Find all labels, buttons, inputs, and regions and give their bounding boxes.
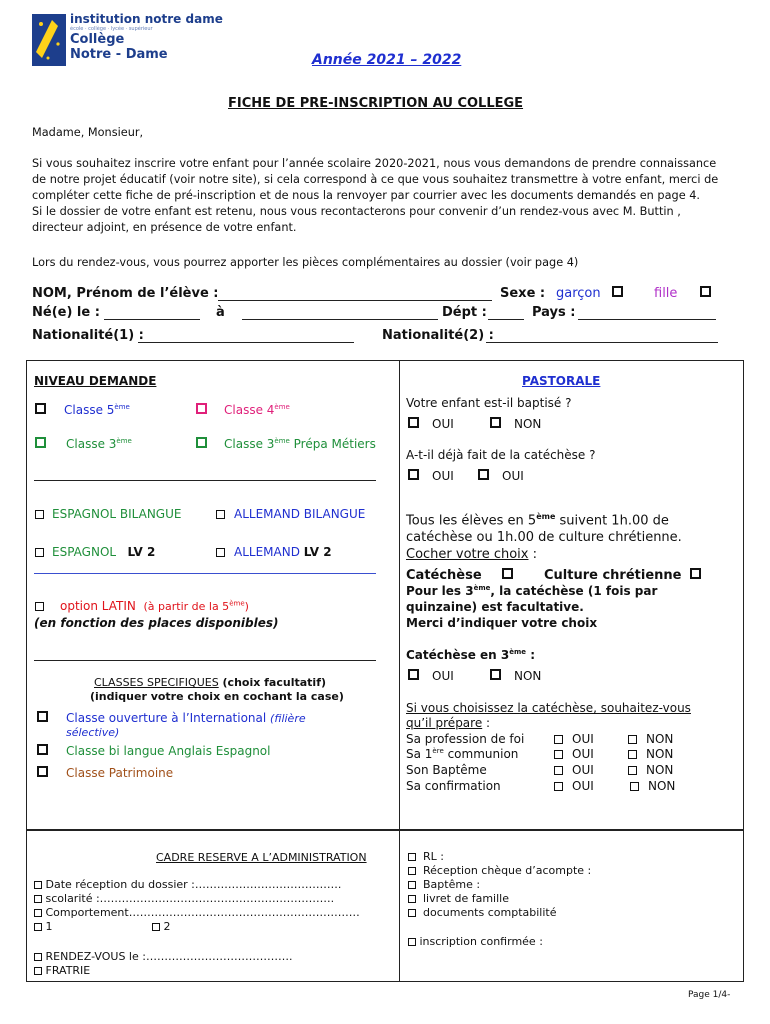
cocher-choix: Cocher votre choix :	[406, 547, 537, 562]
cat-oui-checkbox[interactable]	[408, 469, 419, 480]
nat2-field[interactable]	[486, 342, 718, 343]
admin-rl: RL :	[408, 850, 444, 863]
separator	[34, 573, 376, 574]
latin-checkbox[interactable]	[35, 602, 44, 611]
bapt-non-label: NON	[514, 417, 542, 431]
greeting: Madame, Monsieur,	[32, 126, 144, 139]
fille-label: fille	[654, 286, 678, 301]
all-bil-checkbox[interactable]	[216, 510, 225, 519]
admin-two: 2	[152, 920, 171, 933]
classe5-label: Classe 5ème	[64, 403, 130, 417]
profession-oui-checkbox[interactable]	[554, 735, 563, 744]
dept-field[interactable]	[488, 319, 524, 320]
all-lv2-checkbox[interactable]	[216, 548, 225, 557]
nom-field[interactable]	[218, 300, 492, 301]
column-divider	[399, 360, 400, 830]
nom-label: NOM, Prénom de l’élève :	[32, 286, 219, 301]
cat-oui2-label: OUI	[502, 469, 524, 483]
cat-oui2-checkbox[interactable]	[478, 469, 489, 480]
cat3-non-label: NON	[514, 669, 542, 683]
admin-scolarite: scolarité :……………………………………………………….	[34, 892, 334, 905]
page-number: Page 1/4-	[688, 990, 731, 1000]
admin-inscription: inscription confirmée :	[408, 935, 543, 948]
school-year: Année 2021 – 2022	[312, 52, 462, 68]
a-label: à	[216, 305, 225, 320]
pour-3eme-line2: quinzaine) est facultative.	[406, 600, 584, 614]
classe3-checkbox[interactable]	[35, 437, 46, 448]
catechese-label: Catéchèse	[406, 568, 482, 583]
si-choisissez-line2: qu’il prépare :	[406, 716, 491, 730]
patrimoine-checkbox[interactable]	[37, 766, 48, 777]
intro-line: compléter cette fiche de pré-inscription et de nous la renvoyer par courrier avec les documents demandés en page 4.	[32, 189, 701, 202]
nat1-label: Nationalité(1) :	[32, 328, 144, 343]
communion-non-label: NON	[646, 747, 674, 761]
birthdate-field[interactable]	[104, 319, 200, 320]
intro-line: de notre projet éducatif (voir notre site), si cela correspond à ce que vous souhaitez transmettre à votre enfant, merci de	[32, 173, 719, 186]
culture-checkbox[interactable]	[690, 568, 701, 579]
spec-subheading: (indiquer votre choix en cochant la case)	[90, 690, 344, 703]
logo-tagline: école · collège · lycée · supérieur	[70, 26, 153, 32]
patrimoine-label: Classe Patrimoine	[66, 766, 174, 780]
pastorale-heading: PASTORALE	[522, 374, 601, 388]
communion-non-checkbox[interactable]	[628, 750, 637, 759]
intro-line: Si le dossier de votre enfant est retenu, nous vous recontacterons pour convenir d’un rendez-vous avec M. Buttin ,	[32, 205, 681, 218]
all-bil-label: ALLEMAND BILANGUE	[234, 507, 366, 521]
esp-bil-checkbox[interactable]	[35, 510, 44, 519]
admin-fratrie: FRATRIE	[34, 964, 90, 977]
admin-docs: documents comptabilité	[408, 906, 557, 919]
tous-eleves-line: Tous les élèves en 5ème suivent 1h.00 de	[406, 512, 669, 529]
confirmation-non-checkbox[interactable]	[630, 782, 639, 791]
bapteme-non-checkbox[interactable]	[628, 766, 637, 775]
esp-bil-label: ESPAGNOL BILANGUE	[52, 507, 182, 521]
profession-oui-label: OUI	[572, 732, 594, 746]
page-title: FICHE DE PRE-INSCRIPTION AU COLLEGE	[228, 96, 524, 111]
profession-non-label: NON	[646, 732, 674, 746]
nat2-label: Nationalité(2) :	[382, 328, 494, 343]
classe4-checkbox[interactable]	[196, 403, 207, 414]
pays-label: Pays :	[532, 305, 576, 320]
nat1-field[interactable]	[138, 342, 354, 343]
intl-note: sélective)	[66, 726, 120, 739]
cat-question: A-t-il déjà fait de la catéchèse ?	[406, 448, 596, 462]
latin-places-note: (en fonction des places disponibles)	[34, 616, 279, 630]
pour-3eme-line1: Pour les 3ème, la catéchèse (1 fois par	[406, 584, 658, 598]
bapteme-oui-label: OUI	[572, 763, 594, 777]
classe4-label: Classe 4ème	[224, 403, 290, 417]
dept-label: Dépt :	[442, 305, 487, 320]
school-logo	[32, 12, 223, 68]
garcon-label: garçon	[556, 286, 601, 301]
cat3-label: Catéchèse en 3ème :	[406, 648, 536, 662]
bapteme-non-label: NON	[646, 763, 674, 777]
bapteme-label: Son Baptême	[406, 763, 487, 777]
bapt-oui-checkbox[interactable]	[408, 417, 419, 428]
classe3-pm-checkbox[interactable]	[196, 437, 207, 448]
admin-bapteme: Baptême :	[408, 878, 480, 891]
esp-lv2-label: ESPAGNOL LV 2	[52, 545, 156, 559]
rdv-note: Lors du rendez-vous, vous pourrez apporter les pièces complémentaires au dossier (voir page 4)	[32, 256, 579, 269]
intl-checkbox[interactable]	[37, 711, 48, 722]
bilangue-checkbox[interactable]	[37, 744, 48, 755]
separator	[34, 480, 376, 481]
classe3-pm-label: Classe 3ème Prépa Métiers	[224, 437, 376, 451]
cat3-oui-label: OUI	[432, 669, 454, 683]
confirmation-non-label: NON	[648, 779, 676, 793]
pays-field[interactable]	[578, 319, 716, 320]
tous-eleves-line2: catéchèse ou 1h.00 de culture chrétienne.	[406, 530, 682, 545]
bapt-non-checkbox[interactable]	[490, 417, 501, 428]
profession-non-checkbox[interactable]	[628, 735, 637, 744]
confirmation-oui-checkbox[interactable]	[554, 782, 563, 791]
bapteme-oui-checkbox[interactable]	[554, 766, 563, 775]
sexe-label: Sexe :	[500, 286, 546, 301]
admin-rdv: RENDEZ-VOUS le :………………………………….	[34, 950, 292, 963]
admin-livret: livret de famille	[408, 892, 509, 905]
spec-heading: CLASSES SPECIFIQUES (choix facultatif)	[94, 676, 327, 689]
logo-line1: institution notre dame	[70, 12, 223, 26]
logo-line2: Collège	[70, 32, 125, 47]
confirmation-oui-label: OUI	[572, 779, 594, 793]
bilangue-label: Classe bi langue Anglais Espagnol	[66, 744, 271, 758]
admin-cheque: Réception chèque d’acompte :	[408, 864, 591, 877]
communion-oui-checkbox[interactable]	[554, 750, 563, 759]
bapt-question: Votre enfant est-il baptisé ?	[406, 396, 572, 410]
logo-line3: Notre - Dame	[70, 47, 168, 62]
intl-label: Classe ouverture à l’International (filière	[66, 711, 306, 725]
cat3-non-checkbox[interactable]	[490, 669, 501, 680]
classe3-label: Classe 3ème	[66, 437, 132, 451]
birthplace-field[interactable]	[242, 319, 438, 320]
profession-label: Sa profession de foi	[406, 732, 525, 746]
bapt-oui-label: OUI	[432, 417, 454, 431]
communion-oui-label: OUI	[572, 747, 594, 761]
fille-checkbox[interactable]	[700, 286, 711, 297]
classe5-checkbox[interactable]	[35, 403, 46, 414]
intro-paragraph	[32, 156, 737, 236]
admin-date: Date réception du dossier :………………………………….	[34, 878, 341, 891]
communion-label: Sa 1ère communion	[406, 747, 519, 761]
culture-label: Culture chrétienne	[544, 568, 682, 583]
admin-one: 1	[34, 920, 53, 933]
all-lv2-label: ALLEMAND LV 2	[234, 545, 332, 559]
cat-oui-label: OUI	[432, 469, 454, 483]
si-choisissez-line1: Si vous choisissez la catéchèse, souhaitez-vous	[406, 701, 691, 715]
confirmation-label: Sa confirmation	[406, 779, 501, 793]
garcon-checkbox[interactable]	[612, 286, 623, 297]
intro-line: Si vous souhaitez inscrire votre enfant pour l’année scolaire 2020-2021, nous vous demandons de prendre connaissance	[32, 157, 717, 170]
merci-choix: Merci d’indiquer votre choix	[406, 616, 598, 630]
ne-label: Né(e) le :	[32, 305, 100, 320]
intro-line: directeur adjoint, en présence de votre enfant.	[32, 221, 297, 234]
catechese-checkbox[interactable]	[502, 568, 513, 579]
niveau-heading: NIVEAU DEMANDE	[34, 374, 157, 388]
separator	[34, 660, 376, 661]
admin-heading: CADRE RESERVE A L’ADMINISTRATION	[156, 851, 367, 864]
logo-mark-icon	[32, 14, 66, 66]
latin-label: option LATIN (à partir de la 5ème)	[60, 599, 249, 613]
admin-divider	[399, 830, 400, 982]
cat3-oui-checkbox[interactable]	[408, 669, 419, 680]
admin-comportement: Comportement………………………………………………………	[34, 906, 360, 919]
esp-lv2-checkbox[interactable]	[35, 548, 44, 557]
